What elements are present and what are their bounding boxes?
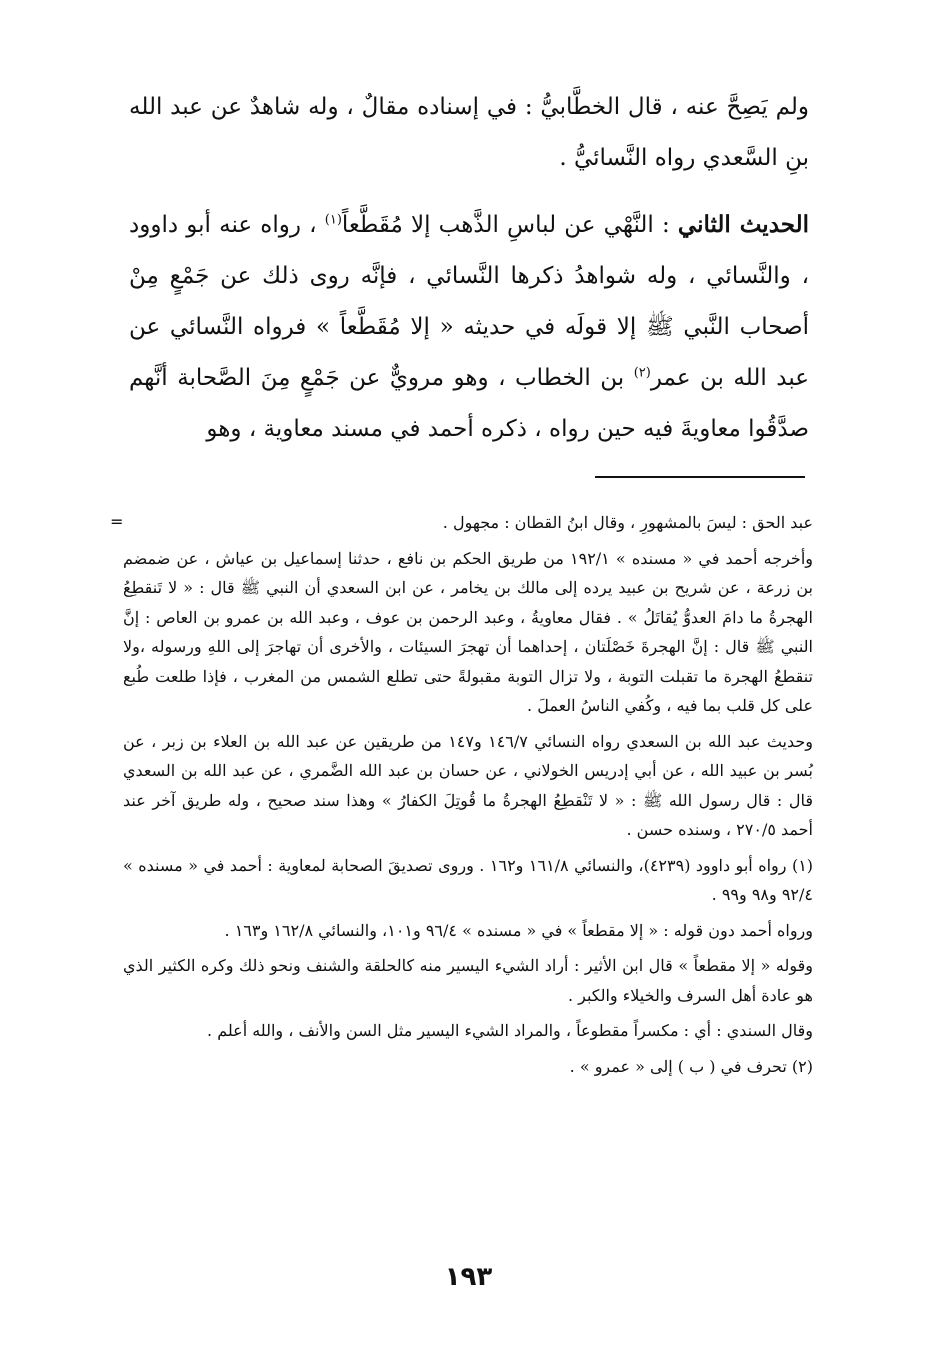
main-paragraph-1-text: ولم يَصِحَّ عنه ، قال الخطَّابيُّ : في إسناده مقالٌ ، وله شاهدٌ عن عبد الله بنِ السَّعدي رواه النَّسائيُّ .	[129, 94, 809, 171]
footnote-line: عبد الحق : ليسَ بالمشهورِ ، وقال ابنُ القطان : مجهول .	[442, 513, 813, 532]
footnote-separator	[595, 476, 805, 478]
footnote-line: وأخرجه أحمد في « مسنده » ١٩٢/١ من طريق الحكم بن نافع ، حدثنا إسماعيل بن عياش ، عن ضمضم بن زرعة ، عن شريح بن عبيد يرده إلى مالك بن يخامر ، عن ابن السعدي أن النبي ﷺ قال : « لا تَنقطِعُ الهجرةُ ما دامَ العدوُّ يُقاتَلُ » . فقال معاويةُ ، وعبد الرحمن بن عوف ، وعبد الله بن عمرو بن العاص : إنَّ النبي ﷺ قال : إنَّ الهجرةَ خَصْلَتان ، إحداهما أن تهجرَ السيئات ، والأخرى أن تهاجرَ إلى اللهِ ورسوله ،ولا تنقطعُ الهجرة ما تقبلت التوبة ، ولا تزال التوبة مقبولةً حتى تطلع الشمس من المغرب ، فإذا طلعت طُبع على كل قلب بما فيه ، وكُفي الناسُ العملَ .	[123, 548, 814, 715]
main-paragraph-1	[129, 82, 809, 184]
footnote-ref-1[interactable]: (١)	[324, 212, 342, 228]
footnote-line: وقال السندي : أي : مكسراً مقطوعاً ، والمراد الشيء اليسير مثل السن والأنف ، والله أعلم .	[207, 1021, 813, 1040]
footnote-line: ورواه أحمد دون قوله : « إلا مقطعاً » في « مسنده » ٩٦/٤ و١٠١، والنسائي ١٦٢/٨ و١٦٣ .	[224, 920, 813, 940]
hadith-heading: الحديث الثاني	[677, 211, 810, 238]
main-paragraph-2-text-b: ، رواه عنه أبو داوود ، والنَّسائي ، وله شواهدُ ذكرها النَّسائي ، فإنَّه روى ذلك عن جَمْعٍ مِنْ أصحاب النَّبي ﷺ إلا قولَه في حديثه « إلا مُقَطَّعاً » فرواه النَّسائي عن عبد الله بن عمر	[129, 212, 809, 391]
footnotes-block	[123, 508, 813, 1087]
main-paragraph-2-text-a: : النَّهْي عن لباسِ الذَّهب إلا مُقَطَّعاً	[341, 212, 678, 238]
main-paragraph-2	[129, 199, 809, 455]
page-number: ١٩٣	[444, 1262, 493, 1292]
footnote-ref-2[interactable]: (٢)	[633, 365, 651, 381]
footnote-line: (١) رواه أبو داوود (٤٢٣٩)، والنسائي ١٦١/٨ و١٦٢ . وروى تصديقَ الصحابة لمعاوية : أحمد في « مسنده » ٩٢/٤ و٩٨ و٩٩ .	[123, 855, 814, 904]
footnote-continuation-mark: =	[110, 512, 124, 531]
footnote-line: (٢) تحرف في ( ب ) إلى « عمرو » .	[569, 1056, 813, 1076]
main-paragraph-2-text-c: بن الخطاب ، وهو مرويٌّ عن جَمْعٍ مِنَ الصَّحابة أنَّهم صدَّقُوا معاويةَ فيه حين رواه ، ذكره أحمد في مسند معاوية ، وهو	[129, 365, 809, 442]
footnote-line: وحديث عبد الله بن السعدي رواه النسائي ١٤٦/٧ و١٤٧ من طريقين عن عبد الله بن العلاء بن زبر ، عن بُسر بن عبيد الله ، عن أبي إدريس الخولاني ، عن حسان بن عبد الله الضَّمري ، عن عبد الله بن السعدي قال : قال رسول الله ﷺ : « لا تَنْقطِعُ الهجرةُ ما قُوتِلَ الكفارُ » وهذا سند صحيح ، وله طريق آخر عند أحمد ٢٧٠/٥ ، وسنده حسن .	[123, 731, 814, 839]
footnote-line: وقوله « إلا مقطعاً » قال ابن الأثير : أراد الشيء اليسير منه كالحلقة والشنف ونحو ذلك وكره الكثير الذي هو عادة أهل السرف والخيلاء والكبر .	[123, 956, 813, 1005]
